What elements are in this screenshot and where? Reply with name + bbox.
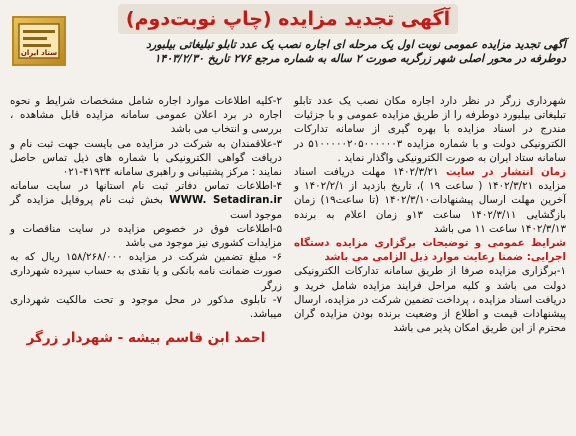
condition-item-3: ۳-علاقمندان به شرکت در مزایده می بایست جهت ثبت نام و دریافت گواهی الکترونیکی با شماره های ذیل تماس حاصل نمایند : مرکز پشتیبانی و راهبری سامانه ۴۱۹۳۴-۰۲۱ [10, 137, 282, 179]
publish-label: زمان انتشار در سایت [446, 166, 566, 179]
mayor-signature: احمد ابن قاسم بیشه - شهردار زرگر [26, 330, 266, 347]
notice-title: آگهی تجدید مزایده (چاپ نوبت‌دوم) [125, 8, 451, 30]
schedule-text: ۱۴۰۲/۳/۲۱ مهلت دریافت اسناد مزایده ۱۴۰۲/۳/۲۱ ( ساعت ۱۹ )، تاریخ بازدید از ۱۴۰۲/۲/۱ و آخرین مهلت ارسال پیشنهادات۱۴۰۲/۳/۱۰ (تا ساعت۱۹) زمان بازگشایی ۱۴۰۲/۳/۱۱ ساعت ۱۳و زمان اعلام به برنده ۱۴۰۲/۳/۱۳ ساعت ۱۱ می باشد [294, 166, 567, 235]
left-column [10, 94, 282, 345]
conditions-title: شرایط عمومی و توضیحات برگزاری مزایده دستگاه اجرایی: ضمنا رعایت موارد ذیل الزامی می باشد [294, 237, 566, 264]
condition-item-4 [10, 179, 282, 222]
logo-text: ستاد ایران [20, 49, 58, 57]
schedule-paragraph [294, 165, 566, 236]
notice-subheading [76, 38, 566, 66]
title-banner [118, 4, 458, 34]
intro-paragraph: شهرداری زرگر در نظر دارد اجاره مکان نصب یک عدد تابلو تبلیغاتی بیلبورد دوطرفه را از طریق مزایده عمومی و با جزئیات مندرج در اسناد مزایده با بهره گیری از سامانه تدارکات الکترونیکی دولت و با شماره مزایده ۵۱۰۰۰۰۰۲۰۵۰۰۰۰۰۰۳ در سامانه ستاد ایران به صورت الکترونیکی واگذار نماید . [294, 95, 566, 164]
condition-item-7: ۷- تابلوی مذکور در محل موجود و تحت مالکیت شهرداری میباشد. [10, 293, 282, 321]
setadiran-logo-icon [12, 16, 66, 66]
item-4-text-end: بخش ثبت نام پروفایل مزایده گر موجود است [10, 194, 282, 221]
logo-mark [16, 21, 62, 61]
condition-item-1: ۱-برگزاری مزایده صرفا از طریق سامانه تدارکات الکترونیکی دولت می باشد و کلیه مراحل فرایند مزایده شامل خرید و دریافت اسناد مزایده ، پرداخت تضمین شرکت در مزایده، ارسال پیشنهادات قیمت و اطلاع از وضعیت برنده بودن مزایده گران محترم از این طریق امکان پذیر می باشد [294, 265, 566, 335]
condition-item-2: ۲-کلیه اطلاعات موارد اجاره شامل مشخصات شرایط و نحوه اجاره در برد اعلان عمومی سامانه مزایده قابل مشاهده ، بررسی و انتخاب می باشد [10, 95, 282, 136]
subheading-line-2: دوطرفه در محور اصلی شهر زرگربه صورت ۲ ساله به شماره مرجع ۲۷۶ تاریخ ۱۴۰۳/۲/۳۰ [154, 52, 566, 65]
condition-item-6: ۶- مبلغ تضمین شرکت در مزایده ۱۵۸/۲۶۸/۰۰۰ ریال که به صورت ضمانت نامه بانکی و یا نقدی به حساب سپرده شهرداری زرگر [10, 251, 282, 292]
item-4-text: ۴-اطلاعات تماس دفاتر ثبت نام استانها در سایت سامانه [10, 180, 282, 193]
right-column [294, 94, 566, 335]
subheading-line-1: آگهی تجدید مزایده عمومی نوبت اول یک مرحله ای اجاره نصب یک عدد تابلو تبلیغاتی بیلبورد [146, 38, 566, 51]
setadiran-link[interactable]: WWW. Setadiran.ir [169, 194, 282, 207]
condition-item-5: ۵-اطلاعات فوق در خصوص مزایده در سایت مناقصات و مزایدات کشوری نیز موجود می باشد [10, 222, 282, 250]
